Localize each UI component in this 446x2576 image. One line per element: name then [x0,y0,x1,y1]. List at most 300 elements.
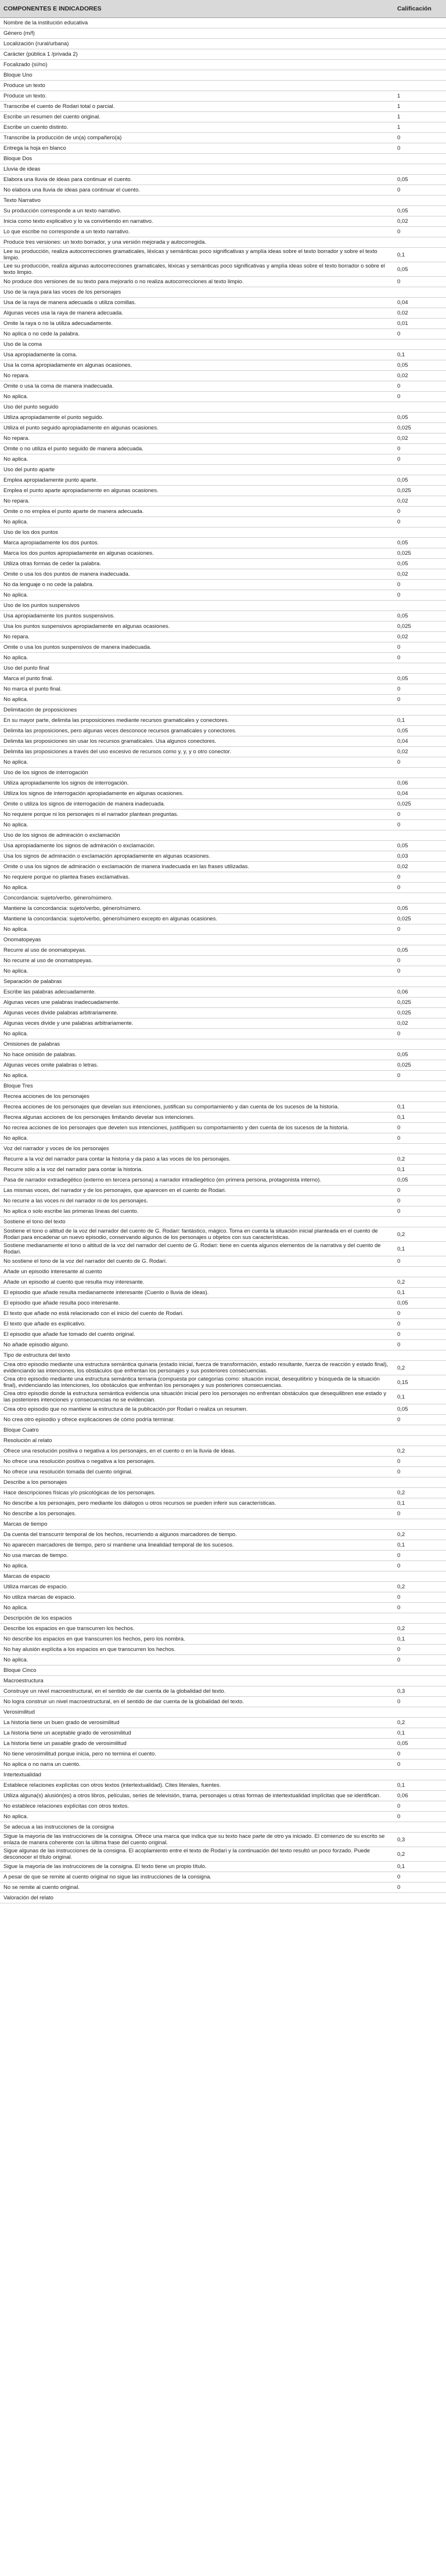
indicator-text: En su mayor parte, delimita las proposiciones mediante recursos gramaticales y conectores. [0,716,394,726]
indicator-row [0,350,446,360]
score-cell: 0,05 [394,360,446,371]
score-cell: 0 [394,329,446,339]
score-cell: 0,1 [394,1242,446,1256]
indicator-row [0,1196,446,1206]
score-cell: 0 [394,684,446,695]
indicator-text: Delimita las proposiciones, pero algunas veces desconoce recursos gramaticales y conectores. [0,726,394,736]
indicator-text: Sostiene medianamente el tono o altitud de la voz del narrador del cuento de G. Rodari: tiene en cuenta algunos elementos de la narrativa y del cuento de Rodari. [0,1242,394,1256]
score-cell [394,1770,446,1780]
indicator-row [0,1760,446,1770]
indicator-text: Transcribe la producción de un(a) compañero(a) [0,133,394,143]
indicator-row [0,747,446,757]
indicator-row [0,1498,446,1509]
indicator-row [0,674,446,684]
indicator-text: Algunas veces une palabras inadecuadamente. [0,998,394,1008]
score-cell: 0 [394,653,446,663]
score-cell: 0,025 [394,1008,446,1018]
indicator-text: No produce dos versiones de su texto para mejorarlo o no realiza autocorrecciones al texto limpio. [0,277,394,287]
indicator-text: Escribe un cuento distinto. [0,122,394,133]
indicator-row [0,143,446,154]
score-cell: 0,2 [394,1277,446,1288]
indicator-text: No logra construir un nivel macroestructural, en el sentido de dar cuenta de la globalidad del texto. [0,1697,394,1707]
indicator-row [0,319,446,329]
indicator-row [0,1133,446,1144]
indicator-row [0,1833,446,1847]
indicator-text: No aplica. [0,1603,394,1613]
section-row [0,164,446,175]
score-cell: 1 [394,91,446,102]
score-cell [394,1081,446,1092]
indicator-row [0,371,446,381]
score-cell: 0,05 [394,726,446,736]
indicator-text: No usa marcas de tiempo. [0,1551,394,1561]
indicator-text: Usa apropiadamente la coma. [0,350,394,360]
section-row [0,196,446,206]
indicator-text: No aplica. [0,392,394,402]
indicator-row [0,1340,446,1350]
indicator-text: Concordancia: sujeto/verbo, género/número. [0,893,394,904]
indicator-text: Usa de la raya de manera adecuada o utiliza comillas. [0,298,394,308]
score-cell [394,287,446,298]
indicator-text: Crea otro episodio donde la estructura semántica evidencia una situación inicial pero los personajes no enfrentan obstáculos que desequilibren ese estado y las posteriores intenciones y consecuencias no se evidencian. [0,1390,394,1404]
score-cell: 1 [394,102,446,112]
indicator-text: No aplica. [0,924,394,935]
score-cell [394,154,446,164]
indicator-row [0,872,446,883]
score-cell: 0 [394,381,446,392]
indicator-text: Marcas de espacio [0,1571,394,1582]
score-cell [394,1477,446,1488]
indicator-text: Usa los puntos suspensivos apropiadamente en algunas ocasiones. [0,622,394,632]
section-row [0,1477,446,1488]
score-cell: 0 [394,143,446,154]
score-cell [394,1217,446,1227]
score-cell [394,893,446,904]
score-cell: 0,2 [394,1718,446,1728]
indicator-row [0,1008,446,1018]
score-cell: 0,1 [394,1165,446,1175]
indicator-row [0,945,446,956]
score-cell [394,339,446,350]
score-cell: 0,2 [394,1582,446,1592]
indicator-row [0,112,446,122]
indicator-text: Delimita las proposiciones a través del uso excesivo de recursos como y, y, y o otro conector. [0,747,394,757]
indicator-text: No aplica. [0,820,394,830]
indicator-row [0,559,446,569]
section-row [0,705,446,716]
score-cell: 0 [394,1133,446,1144]
indicator-text: No hay alusión explícita a los espacios en que transcurren los hechos. [0,1645,394,1655]
indicator-text: Resolución al relato [0,1436,394,1446]
section-row [0,1822,446,1833]
score-cell: 0 [394,1645,446,1655]
indicator-text: Omite o usa los puntos suspensivos de manera inadecuada. [0,642,394,653]
indicator-text: La historia tiene un buen grado de verosimilitud [0,1718,394,1728]
indicator-row [0,277,446,287]
indicator-text: Delimita las proposiciones sin usar los recursos gramaticales. Usa algunos conectores. [0,736,394,747]
score-cell: 0,2 [394,1446,446,1457]
score-cell: 0,05 [394,559,446,569]
score-cell: 0 [394,1509,446,1519]
score-cell: 0 [394,277,446,287]
indicator-text: Produce un texto [0,81,394,91]
score-cell: 1 [394,122,446,133]
score-cell [394,1092,446,1102]
indicator-row [0,1102,446,1112]
indicator-row [0,998,446,1008]
indicator-row [0,1540,446,1551]
indicator-text: No aplica. [0,1561,394,1571]
indicator-text: Verosimilitud [0,1707,394,1718]
indicator-text: No aplica. [0,517,394,528]
indicator-text: Sigue algunas de las instrucciones de la consigna. El acoplamiento entre el texto de Rodari y la continuación del texto resultó un poco forzado. Puede desconocer el título original. [0,1847,394,1862]
indicator-row [0,1697,446,1707]
indicator-text: Recurre al uso de onomatopeyas. [0,945,394,956]
score-header: Calificación [394,0,446,18]
section-row [0,237,446,248]
indicator-text: Establece relaciones explícitas con otros textos (intertextualidad). Cites literales, fuentes. [0,1780,394,1791]
score-cell: 0 [394,444,446,454]
score-cell: 0 [394,133,446,143]
indicator-text: Inicia como texto explicativo y lo va convirtiendo en narrativo. [0,216,394,227]
score-cell: 0 [394,1467,446,1477]
indicator-text: Usa apropiadamente los puntos suspensivos. [0,611,394,622]
indicator-text: Carácter (pública 1 /privada 2) [0,49,394,60]
indicator-row [0,538,446,548]
score-cell [394,1665,446,1676]
score-cell: 0 [394,454,446,465]
score-cell: 0 [394,1196,446,1206]
score-cell: 0,2 [394,1488,446,1498]
indicator-text: Macroestructura [0,1676,394,1686]
indicator-row [0,262,446,277]
indicator-text: Lee su producción, realiza algunas autocorrecciones gramaticales, léxicas y semánticas poco significativas y amplía ideas sobre el texto borrador o sobre el texto limpio. [0,262,394,277]
indicator-row [0,695,446,705]
score-cell: 0,1 [394,1390,446,1404]
score-cell [394,237,446,248]
indicator-text: Recurre a la voz del narrador para contar la historia y da paso a las voces de los personajes. [0,1154,394,1165]
score-cell: 0 [394,1872,446,1883]
indicator-text: Sostiene el tono del texto [0,1217,394,1227]
indicator-text: No se remite al cuento original. [0,1883,394,1893]
indicator-text: Bloque Cinco [0,1665,394,1676]
indicator-text: No aplica o solo escribe las primeras líneas del cuento. [0,1206,394,1217]
indicator-text: No repara. [0,496,394,507]
indicator-row [0,548,446,559]
indicator-row [0,1319,446,1329]
score-cell: 0 [394,1603,446,1613]
section-row [0,1676,446,1686]
indicator-text: No añade episodio alguno. [0,1340,394,1350]
indicator-text: Descripción de los espacios [0,1613,394,1624]
indicator-row [0,1050,446,1060]
score-cell: 0,025 [394,1060,446,1071]
indicator-row [0,716,446,726]
score-cell [394,663,446,674]
score-cell: 0,03 [394,851,446,862]
indicator-text: Utiliza alguna(s) alusión(es) a otros libros, películas, series de televisión, trama, personajes u otras formas de intertextualidad implícitas que se identifican. [0,1791,394,1801]
indicator-row [0,1256,446,1267]
indicator-text: El episodio que añade resulta medianamente interesante (Cuento o lluvia de ideas). [0,1288,394,1298]
score-cell [394,1822,446,1833]
score-cell: 0 [394,1457,446,1467]
section-row [0,339,446,350]
header-row [0,0,446,18]
score-cell: 0,06 [394,1791,446,1801]
score-cell: 0,02 [394,862,446,872]
components-header: COMPONENTES E INDICADORES [0,0,394,18]
indicator-row [0,1060,446,1071]
section-row [0,663,446,674]
indicator-row [0,1186,446,1196]
indicator-row [0,1551,446,1561]
score-cell: 0 [394,872,446,883]
indicator-row [0,956,446,966]
score-cell: 0 [394,1883,446,1893]
score-cell: 0 [394,580,446,590]
indicator-text: Género (m/f) [0,28,394,39]
indicator-text: Omite o utiliza los signos de interrogación de manera inadecuada. [0,799,394,810]
score-cell: 0 [394,1655,446,1665]
rubric-body [0,18,446,1903]
indicator-text: Uso de la coma [0,339,394,350]
score-cell: 0,1 [394,1780,446,1791]
score-cell: 0 [394,757,446,768]
indicator-text: Uso de los dos puntos [0,528,394,538]
indicator-row [0,622,446,632]
score-cell: 1 [394,112,446,122]
score-cell: 0 [394,1029,446,1039]
indicator-text: Marca apropiadamente los dos puntos. [0,538,394,548]
score-cell: 0,02 [394,496,446,507]
indicator-row [0,789,446,799]
score-cell: 0,06 [394,778,446,789]
score-cell: 0,3 [394,1686,446,1697]
indicator-row [0,329,446,339]
indicator-row [0,1801,446,1812]
indicator-row [0,1812,446,1822]
score-cell: 0,02 [394,569,446,580]
indicator-row [0,799,446,810]
indicator-text: No aplica o no narra un cuento. [0,1760,394,1770]
section-row [0,768,446,778]
score-cell: 0,025 [394,799,446,810]
score-cell: 0,2 [394,1530,446,1540]
indicator-text: Texto Narrativo [0,196,394,206]
indicator-row [0,1123,446,1133]
indicator-row [0,517,446,528]
indicator-text: No marca el punto final. [0,684,394,695]
indicator-text: Mantiene la concordancia: sujeto/verbo, género/número excepto en algunas ocasiones. [0,914,394,924]
indicator-row [0,1277,446,1288]
indicator-row [0,1862,446,1872]
score-cell: 0 [394,966,446,977]
indicator-row [0,684,446,695]
score-cell [394,465,446,475]
indicator-text: Recrea acciones de los personajes [0,1092,394,1102]
score-cell: 0 [394,1206,446,1217]
indicator-row [0,1361,446,1375]
indicator-text: Añade un episodio al cuento que resulta muy interesante. [0,1277,394,1288]
score-cell: 0,02 [394,632,446,642]
indicator-text: Localización (rural/urbana) [0,39,394,49]
indicator-row [0,904,446,914]
indicator-row [0,841,446,851]
indicator-row [0,851,446,862]
indicator-row [0,496,446,507]
score-cell [394,70,446,81]
indicator-row [0,1375,446,1390]
indicator-row [0,1582,446,1592]
indicator-text: No describe a los personajes, pero mediante los diálogos u otros recursos se pueden inferir sus características. [0,1498,394,1509]
score-cell: 0,025 [394,548,446,559]
score-cell: 0,1 [394,248,446,262]
indicator-row [0,1749,446,1760]
section-row [0,18,446,28]
indicator-row [0,475,446,486]
indicator-text: Uso de los signos de interrogación [0,768,394,778]
score-cell: 0,06 [394,987,446,998]
score-cell [394,49,446,60]
section-row [0,287,446,298]
score-cell: 0,1 [394,1498,446,1509]
score-cell: 0,1 [394,1102,446,1112]
indicator-text: Describe los espacios en que transcurren los hechos. [0,1624,394,1634]
indicator-text: Crea otro episodio mediante una estructura semántica quinaria (estado inicial, fuerza de transformación, estado resultante, fuerza de reacción y estado final), evidenciando las intenciones, los obstáculos que enfrentan los personajes y sus posteriores consecuencias. [0,1361,394,1375]
indicator-text: No establece relaciones explícitas con otros textos. [0,1801,394,1812]
section-row [0,935,446,945]
indicator-row [0,820,446,830]
indicator-row [0,987,446,998]
score-cell: 0,05 [394,1050,446,1060]
indicator-text: No ofrece una resolución tomada del cuento original. [0,1467,394,1477]
indicator-text: Omite o no utiliza el punto seguido de manera adecuada. [0,444,394,454]
section-row [0,465,446,475]
indicator-row [0,611,446,622]
score-cell: 0,02 [394,216,446,227]
indicator-row [0,1227,446,1242]
indicator-text: Recurre sólo a la voz del narrador para contar la historia. [0,1165,394,1175]
indicator-row [0,1655,446,1665]
score-cell: 0 [394,1186,446,1196]
section-row [0,1436,446,1446]
score-cell [394,1613,446,1624]
section-row [0,977,446,987]
section-row [0,28,446,39]
indicator-text: Transcribe el cuento de Rodari total o parcial. [0,102,394,112]
indicator-row [0,1404,446,1415]
section-row [0,49,446,60]
indicator-text: No sostiene el tono de la voz del narrador del cuento de G. Rodari. [0,1256,394,1267]
indicator-text: Lo que escribe no corresponde a un texto narrativo. [0,227,394,237]
score-cell [394,1267,446,1277]
score-cell [394,28,446,39]
indicator-text: Usa apropiadamente los signos de admiración o exclamación. [0,841,394,851]
indicator-text: No hace omisión de palabras. [0,1050,394,1060]
indicator-row [0,1018,446,1029]
score-cell: 0,1 [394,1634,446,1645]
indicator-row [0,1488,446,1498]
score-cell: 0 [394,392,446,402]
score-cell [394,1039,446,1050]
indicator-text: Entrega la hoja en blanco [0,143,394,154]
score-cell: 0,05 [394,1175,446,1186]
indicator-row [0,175,446,185]
indicator-text: Intertextualidad [0,1770,394,1780]
section-row [0,1571,446,1582]
indicator-text: Uso del punto final [0,663,394,674]
section-row [0,154,446,164]
indicator-text: Onomatopeyas [0,935,394,945]
section-row [0,1081,446,1092]
score-cell: 0,05 [394,841,446,851]
indicator-row [0,381,446,392]
score-cell [394,1571,446,1582]
indicator-row [0,726,446,736]
indicator-text: Bloque Cuatro [0,1425,394,1436]
indicator-text: Usa los signos de admiración o exclamación apropiadamente en algunas ocasiones. [0,851,394,862]
indicator-text: No da lenguaje o no cede la palabra. [0,580,394,590]
score-cell: 0 [394,642,446,653]
indicator-row [0,298,446,308]
indicator-row [0,632,446,642]
indicator-text: Produce tres versiones: un texto borrador, y una versión mejorada y autocorregida. [0,237,394,248]
indicator-text: Mantiene la concordancia: sujeto/verbo, género/número. [0,904,394,914]
indicator-row [0,1791,446,1801]
score-cell: 0,05 [394,1739,446,1749]
score-cell [394,18,446,28]
indicator-text: Emplea el punto aparte apropiadamente en algunas ocasiones. [0,486,394,496]
score-cell [394,705,446,716]
section-row [0,1039,446,1050]
section-row [0,830,446,841]
indicator-text: Omisiones de palabras [0,1039,394,1050]
indicator-row [0,653,446,663]
indicator-row [0,1390,446,1404]
indicator-text: Añade un episodio interesante al cuento [0,1267,394,1277]
indicator-row [0,1242,446,1256]
section-row [0,601,446,611]
score-cell [394,1436,446,1446]
indicator-text: No aplica. [0,590,394,601]
score-cell: 0,1 [394,1728,446,1739]
indicator-text: Bloque Tres [0,1081,394,1092]
indicator-text: No recurre a las voces ni del narrador ni de los personajes. [0,1196,394,1206]
section-row [0,1350,446,1361]
score-cell: 0,2 [394,1847,446,1862]
indicator-row [0,507,446,517]
indicator-row [0,810,446,820]
score-cell: 0,02 [394,1018,446,1029]
score-cell: 0 [394,1697,446,1707]
indicator-text: Uso de los signos de admiración o exclamación [0,830,394,841]
indicator-row [0,433,446,444]
indicator-text: Omite o usa la coma de manera inadecuada. [0,381,394,392]
indicator-text: No elabora una lluvia de ideas para continuar el cuento. [0,185,394,196]
indicator-text: Valoración del relato [0,1893,394,1903]
indicator-row [0,206,446,216]
indicator-row [0,1728,446,1739]
indicator-row [0,1847,446,1862]
score-cell: 0,02 [394,308,446,319]
score-cell: 0,01 [394,319,446,329]
indicator-row [0,1603,446,1613]
indicator-text: Sigue la mayoría de las instrucciones de la consigna. Ofrece una marca que indica que su texto hace parte de otro ya iniciado. El comienzo de su escrito se enlaza de manera coherente con la última frase del cuento original. [0,1833,394,1847]
indicator-row [0,360,446,371]
indicator-text: No aplica. [0,757,394,768]
indicator-row [0,91,446,102]
indicator-text: No recrea acciones de los personajes que develen sus intenciones, justifiquen su comportamiento y den cuenta de los sucesos de la historia. [0,1123,394,1133]
